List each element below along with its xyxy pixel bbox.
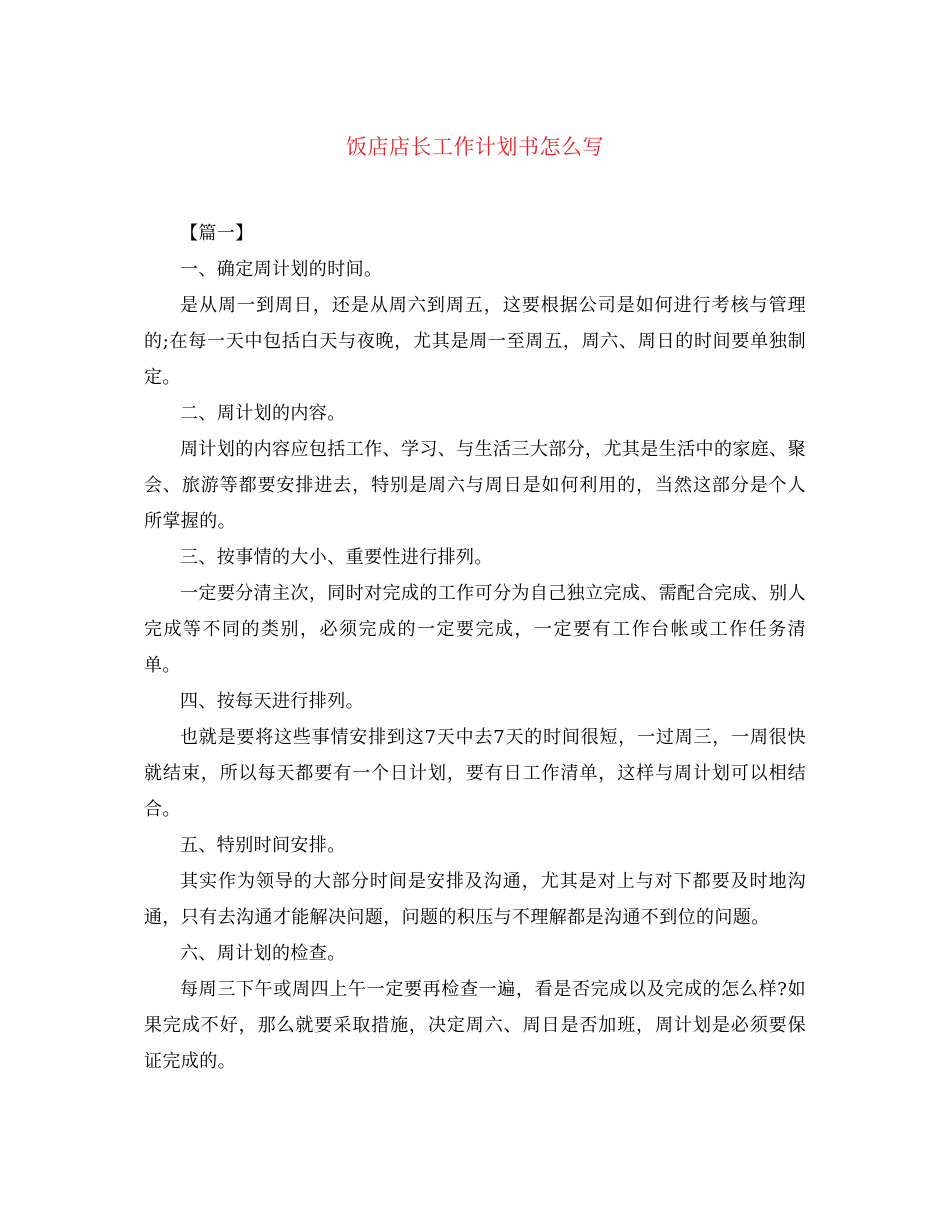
document-body <box>144 216 806 1080</box>
item-heading-1: 一、确定周计划的时间。 <box>180 259 383 280</box>
item-body-3: 一定要分清主次，同时对完成的工作可分为自己独立完成、需配合完成、别人完成等不同的类别，必须完成的一定要完成，一定要有工作台帐或工作任务清单。 <box>144 583 806 676</box>
item-body-2: 周计划的内容应包括工作、学习、与生活三大部分，尤其是生活中的家庭、聚会、旅游等都要安排进去，特别是周六与周日是如何利用的，当然这部分是个人所掌握的。 <box>144 439 806 532</box>
item-heading-3: 三、按事情的大小、重要性进行排列。 <box>180 547 493 568</box>
item-heading-4: 四、按每天进行排列。 <box>180 691 364 712</box>
section-label: 【篇一】 <box>180 223 254 244</box>
item-body-1: 是从周一到周日，还是从周六到周五，这要根据公司是如何进行考核与管理的;在每一天中包括白天与夜晚，尤其是周一至周五，周六、周日的时间要单独制定。 <box>144 295 806 388</box>
document-title: 饭店店长工作计划书怎么写 <box>346 135 604 159</box>
item-heading-5: 五、特别时间安排。 <box>180 835 346 856</box>
item-body-6: 每周三下午或周四上午一定要再检查一遍，看是否完成以及完成的怎么样?如果完成不好，那么就要采取措施，决定周六、周日是否加班，周计划是必须要保证完成的。 <box>144 979 806 1072</box>
item-body-5: 其实作为领导的大部分时间是安排及沟通，尤其是对上与对下都要及时地沟通，只有去沟通才能解决问题，问题的积压与不理解都是沟通不到位的问题。 <box>144 871 806 928</box>
item-body-4: 也就是要将这些事情安排到这7天中去7天的时间很短，一过周三，一周很快就结束，所以每天都要有一个日计划，要有日工作清单，这样与周计划可以相结合。 <box>144 727 806 820</box>
item-heading-2: 二、周计划的内容。 <box>180 403 346 424</box>
item-heading-6: 六、周计划的检查。 <box>180 943 346 964</box>
